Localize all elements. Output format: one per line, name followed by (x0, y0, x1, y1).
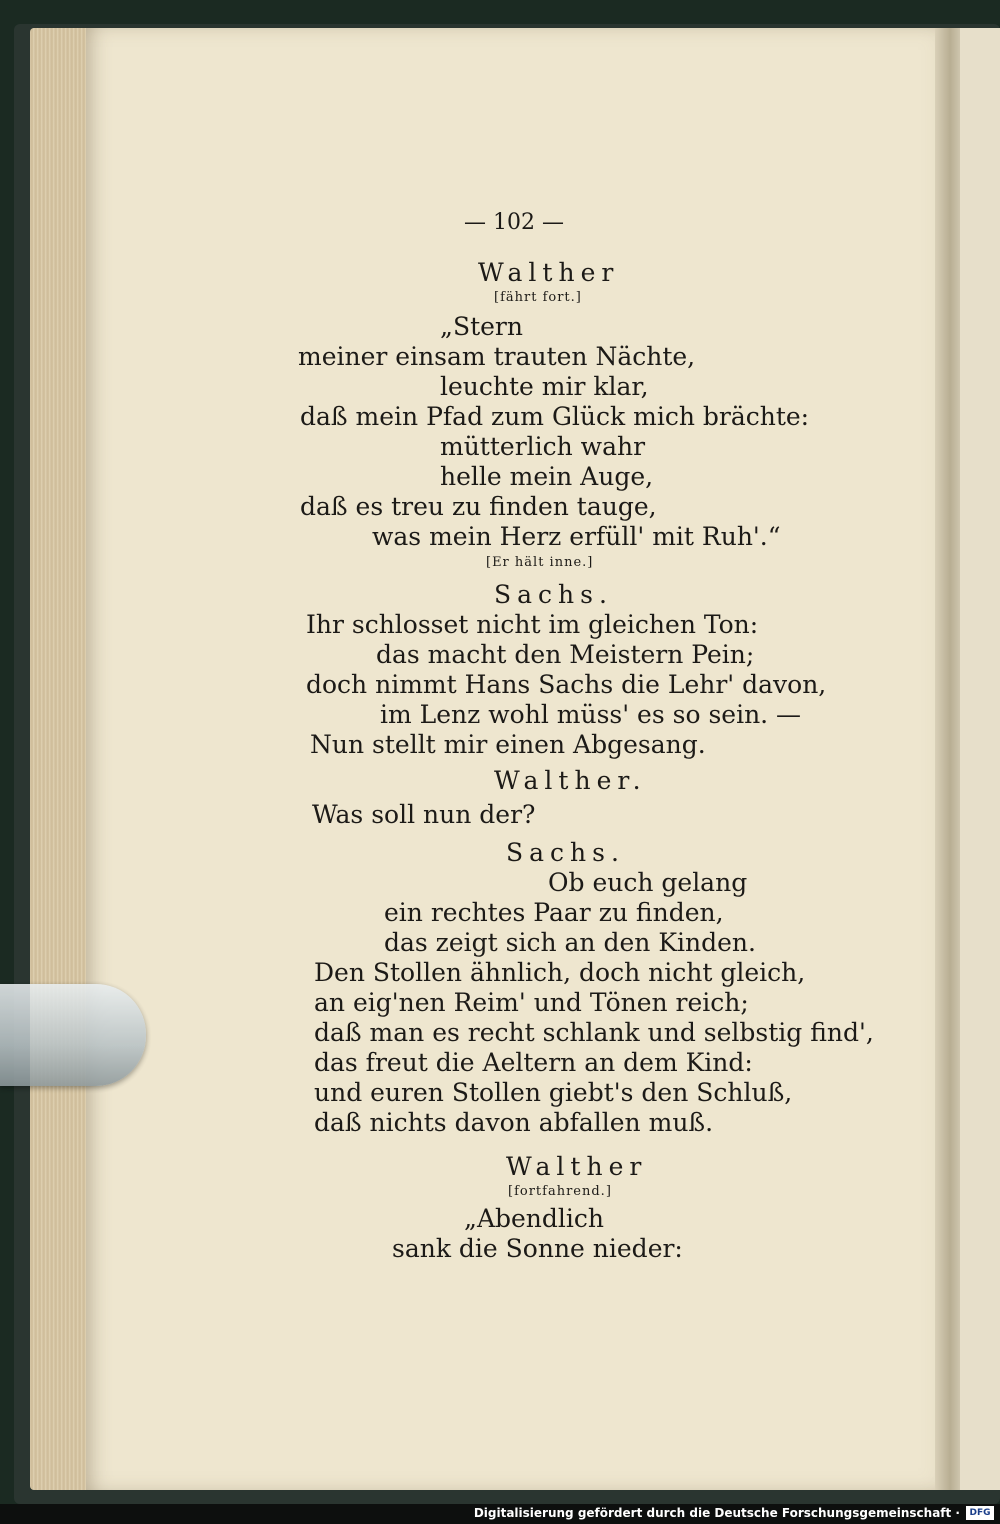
book-page (86, 28, 960, 1490)
verse-line: sank die Sonne nieder: (392, 1234, 683, 1263)
verse-line: und euren Stollen giebt's den Schluß, (314, 1078, 793, 1107)
verse-line: was mein Herz erfüll' mit Ruh'.“ (372, 522, 781, 551)
funding-credit: Digitalisierung gefördert durch die Deutsche Forschungsgemeinschaft · (473, 1506, 960, 1520)
verse-line: im Lenz wohl müss' es so sein. — (380, 700, 802, 729)
verse-line: doch nimmt Hans Sachs die Lehr' davon, (306, 670, 827, 699)
verse-line: meiner einsam trauten Nächte, (298, 342, 696, 371)
verse-line: daß nichts davon abfallen muß. (314, 1108, 714, 1137)
verse-line: leuchte mir klar, (440, 372, 649, 401)
facing-page-edge (960, 28, 1000, 1490)
stage-direction: [fortfahrend.] (508, 1184, 612, 1199)
verse-line: daß es treu zu finden tauge, (300, 492, 657, 521)
page-number: — 102 — (464, 210, 564, 235)
verse-line: „Abendlich (464, 1204, 605, 1233)
verse-line: daß man es recht schlank und selbstig find', (314, 1018, 874, 1047)
verse-line: das zeigt sich an den Kinden. (384, 928, 756, 957)
verse-line: das macht den Meistern Pein; (376, 640, 755, 669)
speaker-name: Walther (478, 258, 620, 287)
verse-line: „Stern (440, 312, 523, 341)
verse-line: mütterlich wahr (440, 432, 646, 461)
verse-line: Den Stollen ähnlich, doch nicht gleich, (314, 958, 806, 987)
verse-line: an eig'nen Reim' und Tönen reich; (314, 988, 749, 1017)
speaker-name: Sachs. (506, 838, 625, 867)
speaker-name: Walther. (494, 766, 647, 795)
speaker-name: Walther (506, 1152, 648, 1181)
verse-line: das freut die Aeltern an dem Kind: (314, 1048, 753, 1077)
verse-line: daß mein Pfad zum Glück mich brächte: (300, 402, 810, 431)
stage-direction: [Er hält inne.] (486, 555, 594, 570)
verse-line: Ihr schlosset nicht im gleichen Ton: (306, 610, 759, 639)
speaker-name: Sachs. (494, 580, 613, 609)
verse-line: helle mein Auge, (440, 462, 654, 491)
verse-line: Ob euch gelang (548, 868, 748, 897)
dfg-logo: DFG (966, 1506, 994, 1520)
verse-line: Was soll nun der? (312, 800, 536, 829)
verse-line: Nun stellt mir einen Abgesang. (310, 730, 706, 759)
verse-line: ein rechtes Paar zu finden, (384, 898, 724, 927)
stage-direction: [fährt fort.] (494, 290, 582, 305)
scanner-clip (0, 984, 146, 1086)
